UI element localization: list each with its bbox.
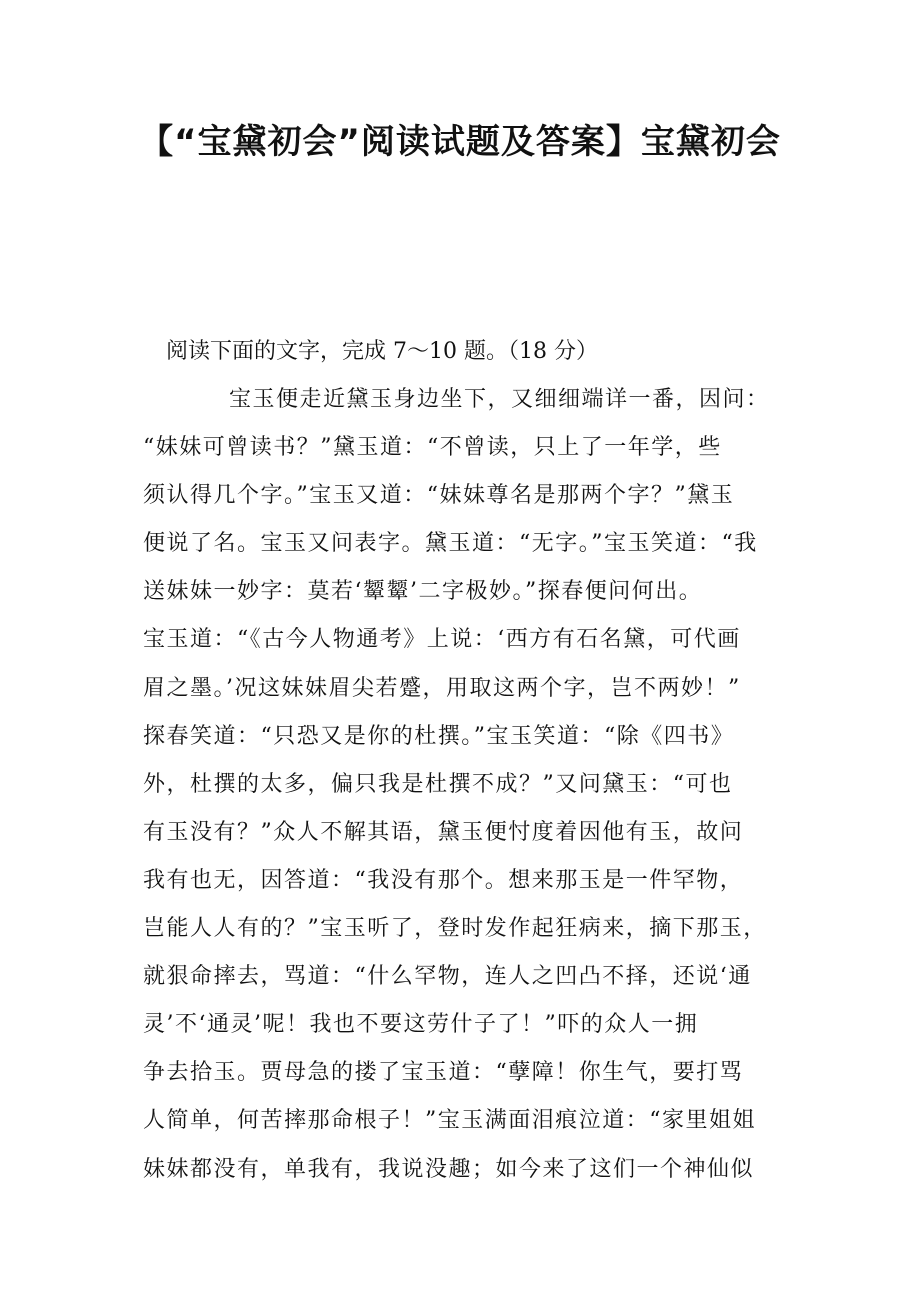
passage-line: 探春笑道：“只恐又是你的杜撰。”宝玉笑道：“除《四书》 xyxy=(143,723,735,749)
passage-line: “妹妹可曾读书？”黛玉道：“不曾读，只上了一年学，些 xyxy=(143,435,722,461)
passage-line: 人简单，何苦摔那命根子！”宝玉满面泪痕泣道：“家里姐姐 xyxy=(143,1108,756,1134)
passage-line: 就狠命摔去，骂道：“什么罕物，连人之凹凸不择，还说‘通 xyxy=(143,964,752,990)
passage-line: 宝玉便走近黛玉身边坐下，又细细端详一番，因问： xyxy=(229,387,770,412)
passage-line: 便说了名。宝玉又问表字。黛玉道：“无字。”宝玉笑道：“我 xyxy=(143,531,758,557)
passage-body xyxy=(143,380,813,1198)
passage-line: 宝玉道：“《古今人物通考》上说：‘西方有石名黛，可代画 xyxy=(143,627,741,653)
passage-line: 妹妹都没有，单我有，我说没趣；如今来了这们一个神仙似 xyxy=(143,1156,755,1182)
passage-line: 争去拾玉。贾母急的搂了宝玉道：“孽障！你生气，要打骂 xyxy=(143,1060,744,1086)
passage-line: 灵’不‘通灵’呢！我也不要这劳什子了！”吓的众人一拥 xyxy=(143,1012,699,1038)
passage-line: 送妹妹一妙字：莫若‘颦颦’二字极妙。”探春便问何出。 xyxy=(143,579,703,605)
passage-line: 岂能人人有的？”宝玉听了，登时发作起狂病来，摘下那玉， xyxy=(143,916,767,942)
passage-line: 眉之墨。’况这妹妹眉尖若蹙，用取这两个字，岂不两妙！” xyxy=(143,675,741,701)
page-title: 【“宝黛初会”阅读试题及答案】宝黛初会 xyxy=(139,122,781,162)
reading-instructions: 阅读下面的文字，完成 7～10 题。（18 分） xyxy=(166,339,598,364)
passage-line: 有玉没有？”众人不解其语，黛玉便忖度着因他有玉，故问 xyxy=(143,819,744,845)
passage-line: 须认得几个字。”宝玉又道：“妹妹尊名是那两个字？”黛玉 xyxy=(143,483,735,509)
passage-line: 外，杜撰的太多，偏只我是杜撰不成？”又问黛玉：“可也 xyxy=(143,771,733,797)
passage-line: 我有也无，因答道：“我没有那个。想来那玉是一件罕物， xyxy=(143,867,744,893)
